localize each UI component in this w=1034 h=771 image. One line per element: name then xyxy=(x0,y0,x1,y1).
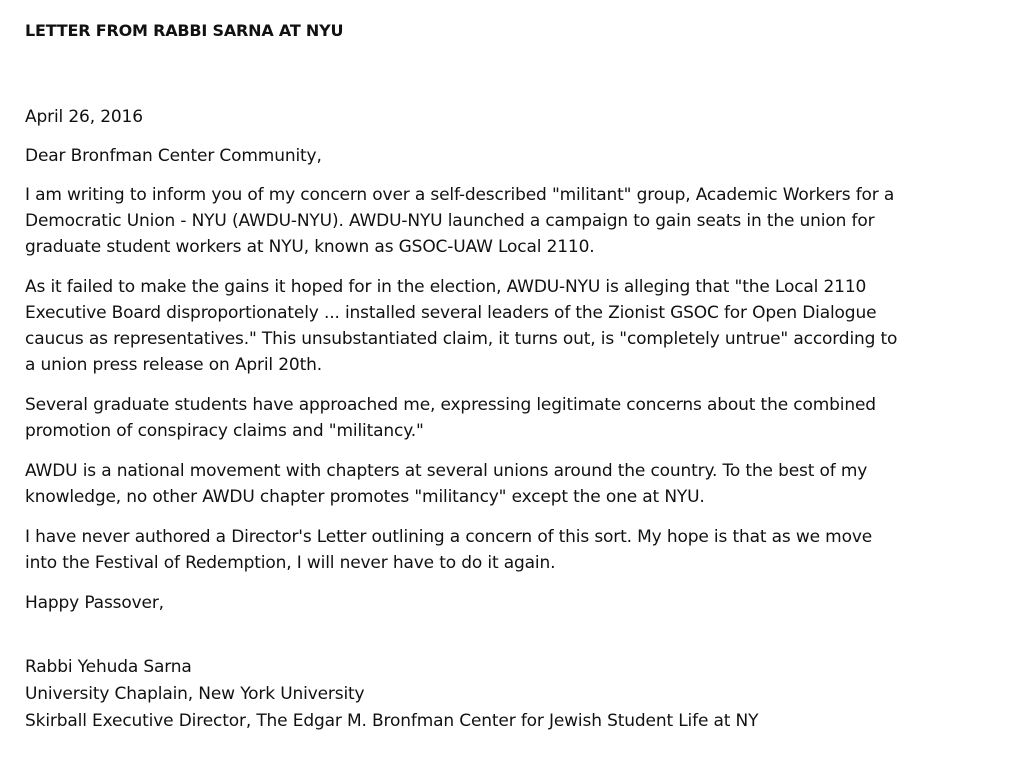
letter-title: LETTER FROM RABBI SARNA AT NYU xyxy=(25,21,344,40)
letter-date: April 26, 2016 xyxy=(25,107,143,127)
letter-closing: Happy Passover, xyxy=(25,593,164,613)
letter-document xyxy=(25,18,1010,735)
paragraph-line: Democratic Union - NYU (AWDU-NYU). AWDU-NYU launched a campaign to gain seats in the union for xyxy=(25,211,875,231)
paragraph-line: As it failed to make the gains it hoped for in the election, AWDU-NYU is alleging that "the Local 2110 xyxy=(25,277,867,297)
paragraph-line: I am writing to inform you of my concern over a self-described "militant" group, Academic Workers for a xyxy=(25,185,895,205)
signature-title: University Chaplain, New York University xyxy=(25,684,365,704)
paragraph-1 xyxy=(25,182,1010,260)
paragraph-line: knowledge, no other AWDU chapter promotes "militancy" except the one at NYU. xyxy=(25,487,705,507)
paragraph-4 xyxy=(25,458,1010,510)
paragraph-3 xyxy=(25,392,1010,444)
paragraph-5 xyxy=(25,524,1010,576)
signature-block xyxy=(25,654,1010,735)
signature-name: Rabbi Yehuda Sarna xyxy=(25,657,192,677)
paragraph-line: I have never authored a Director's Letter outlining a concern of this sort. My hope is that as we move xyxy=(25,527,873,547)
paragraph-line: Several graduate students have approached me, expressing legitimate concerns about the combined xyxy=(25,395,876,415)
paragraph-line: a union press release on April 20th. xyxy=(25,355,322,375)
signature-title: Skirball Executive Director, The Edgar M. Bronfman Center for Jewish Student Life at NY xyxy=(25,711,759,731)
letter-salutation: Dear Bronfman Center Community, xyxy=(25,146,322,166)
paragraph-line: Executive Board disproportionately ... installed several leaders of the Zionist GSOC for Open Dialogue xyxy=(25,303,877,323)
paragraph-line: promotion of conspiracy claims and "militancy." xyxy=(25,421,424,441)
paragraph-2 xyxy=(25,274,1010,378)
paragraph-line: caucus as representatives." This unsubstantiated claim, it turns out, is "completely untrue" according to xyxy=(25,329,898,349)
paragraph-line: graduate student workers at NYU, known as GSOC-UAW Local 2110. xyxy=(25,237,595,257)
paragraph-line: into the Festival of Redemption, I will never have to do it again. xyxy=(25,553,556,573)
paragraph-line: AWDU is a national movement with chapters at several unions around the country. To the best of my xyxy=(25,461,868,481)
